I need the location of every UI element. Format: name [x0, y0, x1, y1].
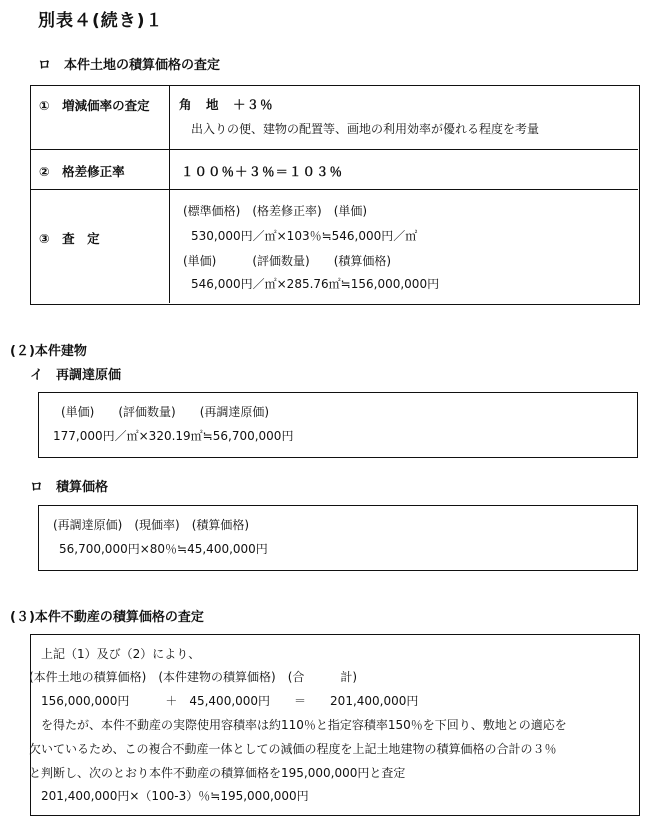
- property-line-7: 201,400,000円×（100-3）％≒195,000,000円: [41, 789, 309, 803]
- property-line-4: を得たが、本件不動産の実際使用容積率は約110％と指定容積率150％を下回り、敷地との適応を: [41, 718, 567, 732]
- property-line-6: と判断し、次のとおり本件不動産の積算価格を195,000,000円と査定: [29, 766, 406, 780]
- building-value-labels: (再調達原価) (現価率) (積算価格): [53, 518, 250, 532]
- building-value-calculation: 56,700,000円×80％≒45,400,000円: [59, 542, 268, 556]
- table-row-divider: [31, 189, 638, 190]
- land-valuation-table: [30, 85, 640, 305]
- property-valuation-box: [30, 634, 640, 816]
- row-label-correction-rate: ② 格差修正率: [39, 164, 125, 179]
- row-label-adjustment-rate: ① 増減価率の査定: [39, 98, 150, 113]
- property-line-3: 156,000,000円 ＋ 45,400,000円 ＝ 201,400,000円: [41, 694, 419, 708]
- replacement-cost-labels: (単価) (評価数量) (再調達原価): [61, 405, 270, 419]
- replacement-cost-box: [38, 392, 638, 458]
- row-1-line-2: 出入りの便、建物の配置等、画地の利用効率が優れる程度を考量: [191, 122, 540, 136]
- table-row-divider: [31, 149, 638, 150]
- row-3-line-1: (標準価格) (格差修正率) (単価): [183, 204, 368, 218]
- row-3-line-4: 546,000円／㎡×285.76㎡≒156,000,000円: [191, 277, 440, 291]
- row-1-line-1: 角 地 ＋３％: [179, 97, 274, 112]
- table-column-divider: [169, 86, 170, 303]
- land-section-heading: ロ 本件土地の積算価格の査定: [38, 58, 221, 73]
- building-value-heading: ロ 積算価格: [30, 480, 109, 495]
- replacement-cost-calculation: 177,000円／㎡×320.19㎡≒56,700,000円: [53, 429, 294, 443]
- row-label-assessment: ③ 査 定: [39, 231, 100, 246]
- building-section-heading: (２)本件建物: [10, 344, 87, 359]
- page-title: 別表４(続き)１: [38, 11, 164, 31]
- property-line-2: (本件土地の積算価格) (本件建物の積算価格) (合 計): [29, 670, 358, 684]
- row-2-line-1: １００％＋３％＝１０３％: [181, 164, 344, 179]
- replacement-cost-heading: イ 再調達原価: [30, 368, 122, 383]
- row-3-line-3: (単価) (評価数量) (積算価格): [183, 254, 392, 268]
- building-value-box: [38, 505, 638, 571]
- property-section-heading: (３)本件不動産の積算価格の査定: [10, 610, 204, 625]
- row-3-line-2: 530,000円／㎡×103％≒546,000円／㎡: [191, 229, 418, 243]
- property-line-1: 上記（1）及び（2）により、: [41, 647, 201, 661]
- property-line-5: 欠いているため、この複合不動産一体としての減価の程度を上記土地建物の積算価格の合計の３％: [29, 742, 557, 756]
